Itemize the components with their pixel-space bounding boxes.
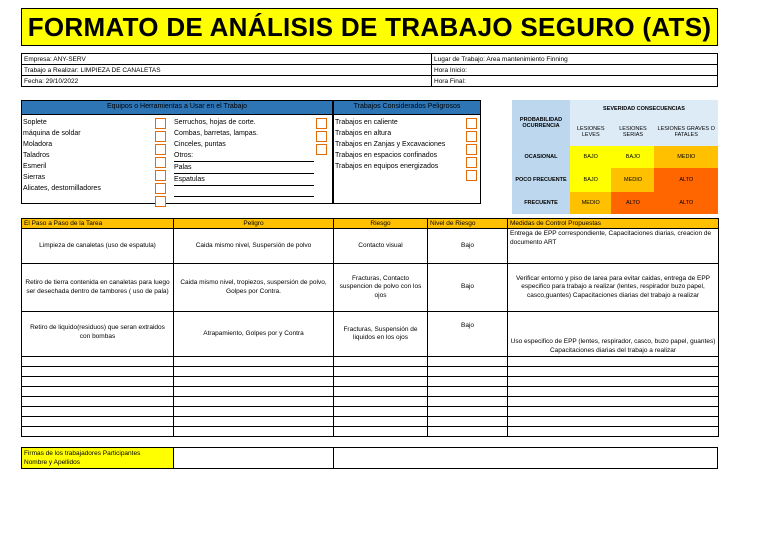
col-header-paso: El Paso a Paso de la Tarea [22,219,174,229]
equipo-checkbox[interactable] [155,196,166,207]
trabajo-item: Trabajos en Zanjas y Excavaciones [335,141,446,148]
equipo-item: Otros: [174,150,314,162]
trabajo-checkbox[interactable] [466,157,477,168]
matrix-row-label: FRECUENTE [512,192,570,214]
col-header-medidas: Medidas de Control Propuestas [508,219,719,229]
cell-peligro: Atrapamiento, Golpes por y Contra [174,312,334,357]
cell-peligro: Caida mismo nivel, tropiezos, suspersión de polvo, Golpes por Contra. [174,264,334,312]
equipo-item: Espatulas [174,174,314,186]
cell-nivel: Bajo [428,229,508,264]
trabajo-checkbox[interactable] [466,170,477,181]
trabajo-item: Trabajos en caliente [335,119,398,126]
equipo-checkbox[interactable] [316,131,327,142]
trabajo-item: Trabajos en espacios confinados [335,152,438,159]
empty-row [22,357,719,367]
trabajo-checkbox[interactable] [466,131,477,142]
matrix-sev-header: SEVERIDAD CONSECUENCIAS [570,100,718,118]
equipos-col2 [174,117,314,197]
matrix-cell: ALTO [654,168,718,192]
trabajo-item: Trabajos en equipos energizados [335,163,439,170]
empty-row [22,367,719,377]
equipo-checkbox[interactable] [155,131,166,142]
equipo-checkbox[interactable] [316,118,327,129]
equipo-item: Sierras [23,174,46,181]
trabajo-field: Trabajo a Realizar: LIMPIEZA DE CANALETAS [22,65,432,76]
firma-cell[interactable] [334,448,718,469]
matrix-cell: MEDIO [611,168,654,192]
equipo-blank-line [174,186,314,197]
matrix-cell: BAJO [570,146,611,168]
trabajos-header: Trabajos Considerados Peligrosos [334,101,480,115]
cell-paso: Retiro de tierra contenida en canaletas para luego ser desechada dentro de tambores ( uso de pala) [22,264,174,312]
table-row [22,264,719,312]
equipo-item: máquina de soldar [23,130,81,137]
empty-row [22,387,719,397]
cell-riesgo: Fracturas, Contacto suspencion de polvo con los ojos [334,264,428,312]
table-row [22,229,719,264]
equipo-item: Combas, barretas, lampas. [174,130,259,137]
equipo-item: Serruchos, hojas de corte. [174,119,256,126]
page-title: FORMATO DE ANÁLISIS DE TRABAJO SEGURO (ATS) [21,8,718,46]
equipos-col1 [23,117,173,194]
equipo-item: Soplete [23,119,47,126]
equipo-checkbox[interactable] [155,144,166,155]
cell-nivel: Bajo [428,312,508,357]
matrix-cell: BAJO [611,146,654,168]
equipo-checkbox[interactable] [155,170,166,181]
matrix-row-label: OCASIONAL [512,146,570,168]
equipos-panel [21,100,333,204]
equipo-checkbox[interactable] [155,183,166,194]
cell-riesgo: Fracturas, Suspensión de liquidos en los ojos [334,312,428,357]
empty-row [22,427,719,437]
firmas-label [22,448,174,469]
equipo-checkbox[interactable] [155,118,166,129]
trabajo-checkbox[interactable] [466,118,477,129]
equipo-item: Alicates, destornilladores [23,185,101,192]
matrix-cell: MEDIO [654,146,718,168]
col-header-nivel: Nivel de Riesgo [428,219,508,229]
task-table [21,218,719,437]
empty-row [22,407,719,417]
matrix-sev-col: LESIONES GRAVES O FATALES [654,118,718,146]
equipo-item: Esmeril [23,163,47,170]
trabajo-item: Trabajos en altura [335,130,392,137]
fecha-field: Fecha: 29/10/2022 [22,76,432,87]
cell-nivel: Bajo [428,264,508,312]
firma-cell[interactable] [174,448,334,469]
equipo-checkbox[interactable] [155,157,166,168]
matrix-cell: ALTO [611,192,654,214]
risk-matrix [512,100,718,214]
equipo-item: Cinceles, puntas [174,141,226,148]
firmas-line1: Firmas de los trabajadores Participantes [24,450,141,457]
cell-medidas: Verificar entorno y piso de larea para evitar caidas, entrega de EPP especifico para trabajo a realizar (lentes, respirador buzo papel, casco,guantes) Capacitaciones diarias del trabajo a realizar [508,264,719,312]
matrix-sev-col: LESIONES LEVES [570,118,611,146]
empty-row [22,417,719,427]
hora-final-field: Hora Final: [432,76,718,87]
equipo-item: Moladora [23,141,53,148]
empresa-field: Empresa: ANY-SERV [22,54,432,65]
empty-row [22,397,719,407]
firmas-table [21,447,718,469]
cell-riesgo: Contacto visual [334,229,428,264]
firmas-line2: Nombre y Apellidos [24,459,80,466]
trabajos-checkboxes [466,118,477,183]
cell-medidas: Entrega de EPP correspondiente, Capacitaciones diarias, creacion de documento ART [508,229,719,264]
equipos-checkboxes-1 [155,118,166,209]
cell-paso: Limpieza de canaletas (uso de espatula) [22,229,174,264]
equipos-checkboxes-2 [316,118,327,157]
empty-row [22,377,719,387]
equipo-item: Palas [174,162,314,174]
trabajo-checkbox[interactable] [466,144,477,155]
matrix-cell: BAJO [570,168,611,192]
equipos-header: Equipos o Herramientas a Usar en el Trabajo [22,101,332,115]
matrix-sev-col: LESIONES SERIAS [611,118,654,146]
matrix-cell: ALTO [654,192,718,214]
info-table [21,53,718,87]
lugar-field: Lugar de Trabajo: Area mantenimiento Finning [432,54,718,65]
cell-paso: Retiro de liquido(residuos) que seran extraidos con bombas [22,312,174,357]
equipo-checkbox[interactable] [316,144,327,155]
col-header-riesgo: Riesgo [334,219,428,229]
col-header-peligro: Peligro [174,219,334,229]
hora-inicio-field: Hora Inicio: [432,65,718,76]
trabajos-panel [333,100,481,204]
table-row [22,312,719,357]
equipo-item: Taladros [23,152,50,159]
trabajos-list [335,117,465,172]
cell-medidas: Uso especifico de EPP (lentes, respirador, casco, buzo papel, guantes) Capacitaciones diarias del trabajo a realizar [508,312,719,357]
cell-peligro: Caida mismo nivel, Suspersión de polvo [174,229,334,264]
matrix-cell: MEDIO [570,192,611,214]
matrix-row-label: POCO FRECUENTE [512,168,570,192]
matrix-prob-header: PROBABILIDAD OCURRENCIA [512,100,570,146]
